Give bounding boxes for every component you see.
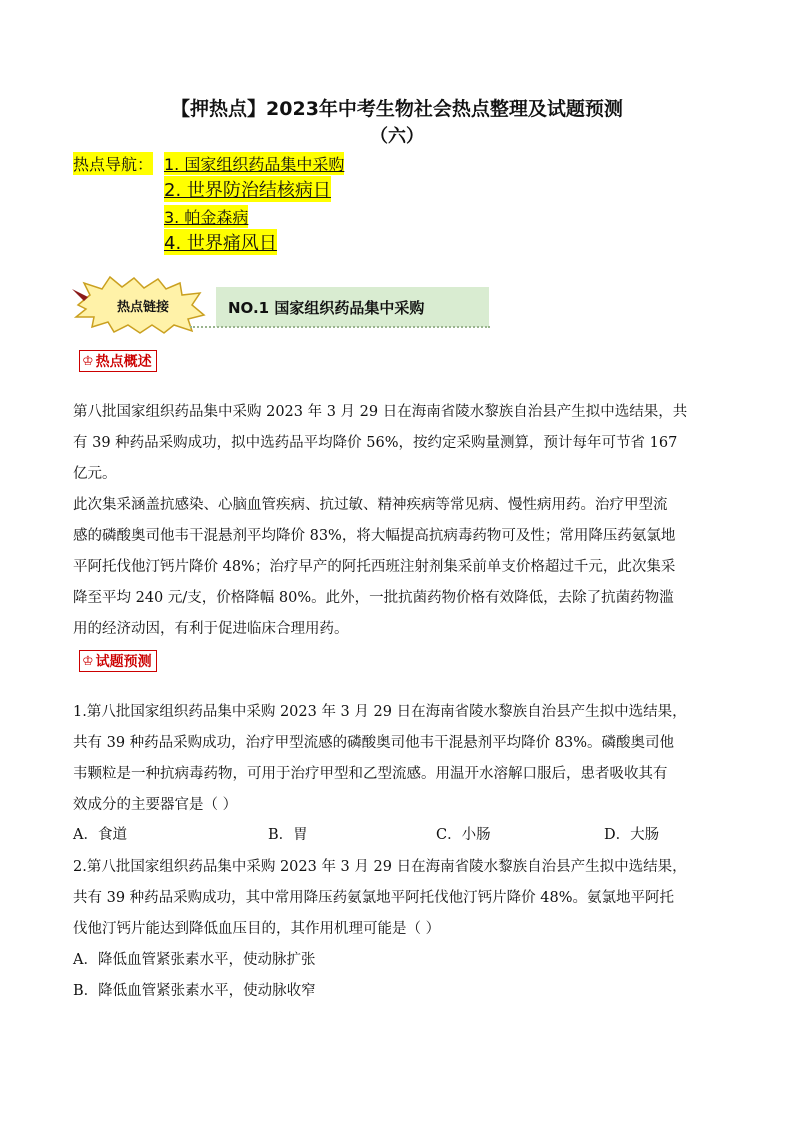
q1-option-b[interactable]: B．胃 <box>268 827 308 843</box>
nav-label: 热点导航： <box>73 152 153 175</box>
nav-item-3[interactable]: 3. 帕金森病 <box>164 205 248 228</box>
q1-option-d[interactable]: D．大肠 <box>604 827 660 843</box>
overview-line: 亿元。 <box>73 466 117 482</box>
overview-line: 有 39 种药品采购成功，拟中选药品平均降价 56%，按约定采购量测算，预计每年可节省 167 <box>73 435 678 451</box>
overview-line: 第八批国家组织药品集中采购 2023 年 3 月 29 日在海南省陵水黎族自治县产生拟中选结果，共 <box>73 404 688 420</box>
q1-line: 共有 39 种药品采购成功，治疗甲型流感的磷酸奥司他韦干混悬剂平均降价 83%。磷酸奥司他 <box>73 735 675 751</box>
q1-option-a[interactable]: A．食道 <box>73 827 127 843</box>
nav-item-1[interactable]: 1. 国家组织药品集中采购 <box>164 152 344 175</box>
nav-item-4[interactable]: 4. 世界痛风日 <box>164 229 277 255</box>
hot-link-badge <box>70 275 210 335</box>
page-subtitle: （六） <box>370 126 424 147</box>
nav-item-2[interactable]: 2. 世界防治结核病日 <box>164 176 331 202</box>
q2-line: 共有 39 种药品采购成功，其中常用降压药氨氯地平阿托伐他汀钙片降价 48%。氨氯地平阿托 <box>73 890 675 906</box>
badge-text: 热点链接 <box>116 300 170 315</box>
q1-option-c[interactable]: C．小肠 <box>436 827 491 843</box>
q1-line: 韦颗粒是一种抗病毒药物，可用于治疗甲型和乙型流感。用温开水溶解口服后，患者吸收其有 <box>73 766 668 782</box>
prediction-tag <box>79 650 157 672</box>
q2-option-b[interactable]: B．降低血管紧张素水平，使动脉收窄 <box>73 983 316 999</box>
overview-line: 平阿托伐他汀钙片降价 48%；治疗早产的阿托西班注射剂集采前单支价格超过千元，此次集采 <box>73 559 676 575</box>
q1-line: 效成分的主要器官是（ ） <box>73 797 238 813</box>
overview-tag <box>79 350 157 372</box>
crown-icon: ♔ <box>82 353 94 369</box>
page-title: 【押热点】2023年中考生物社会热点整理及试题预测 <box>171 98 623 120</box>
q1-line: 1.第八批国家组织药品集中采购 2023 年 3 月 29 日在海南省陵水黎族自治县产生拟中选结果， <box>73 704 687 720</box>
overview-line: 用的经济动因，有利于促进临床合理用药。 <box>73 621 349 637</box>
q2-option-a[interactable]: A．降低血管紧张素水平，使动脉扩张 <box>73 952 316 968</box>
pen-icon <box>72 289 88 301</box>
crown-icon: ♔ <box>82 653 94 669</box>
q2-line: 2.第八批国家组织药品集中采购 2023 年 3 月 29 日在海南省陵水黎族自治县产生拟中选结果， <box>73 859 687 875</box>
section-title: NO.1 国家组织药品集中采购 <box>216 287 489 327</box>
section-divider <box>190 326 490 332</box>
overview-line: 感的磷酸奥司他韦干混悬剂平均降价 83%，将大幅提高抗病毒药物可及性；常用降压药氨氯地 <box>73 528 676 544</box>
q2-line: 伐他汀钙片能达到降低血压目的，其作用机理可能是（ ） <box>73 921 441 937</box>
overview-line: 降至平均 240 元/支，价格降幅 80%。此外，一批抗菌药物价格有效降低，去除了抗菌药物滥 <box>73 590 674 606</box>
overview-tag-label: 热点概述 <box>95 354 152 370</box>
prediction-tag-label: 试题预测 <box>95 654 152 670</box>
overview-line: 此次集采涵盖抗感染、心脑血管疾病、抗过敏、精神疾病等常见病、慢性病用药。治疗甲型流 <box>73 497 668 513</box>
